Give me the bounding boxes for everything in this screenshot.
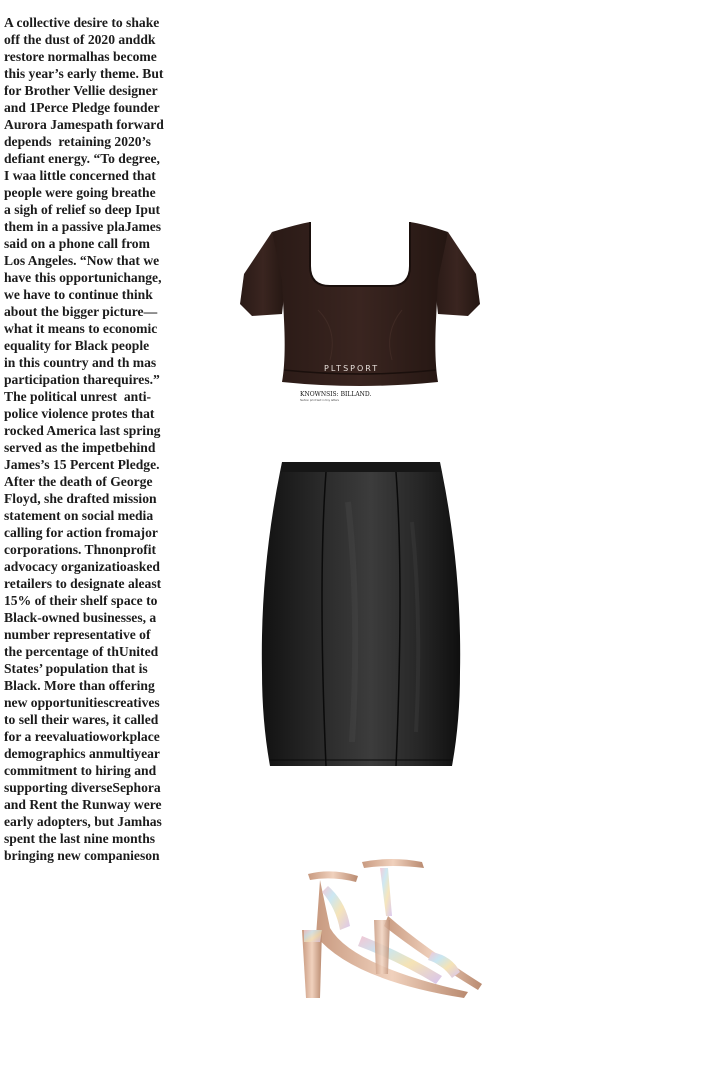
top-brand-print: PLTSPORT	[324, 364, 380, 373]
crop-top-graphic	[238, 220, 482, 410]
leather-skirt-image[interactable]	[256, 462, 466, 768]
crop-top-image[interactable]	[238, 220, 482, 410]
sandals-image[interactable]	[292, 856, 492, 1002]
top-caption-small: fashion print text in tiny letters	[300, 399, 339, 402]
top-caption: KNOWNSIS: BILLAND.	[300, 391, 372, 398]
leather-skirt-graphic	[256, 462, 466, 768]
article-text: A collective desire to shake off the dust of 2020 anddk restore normalhas become this year’s early theme. But for Brother Vellie designer and 1Perce Pledge founder Aurora Jamespath forward depends retaining 2020’s defiant energy. “To degree, I waa little concerned that people were going breathe a sigh of relief so deep Iput them in a passive plaJames said on a phone call from Los Angeles. “Now that we have this opportunichange, we have to continue think about the bigger picture— what it means to economic equality for Black people in this country and th mas participation tharequires.” The political unrest anti- police violence protes that rocked America last spring served as the impetbehind James’s 15 Percent Pledge. After the death of George Floyd, she drafted mission statement on social media calling for action fromajor corporations. Thnonprofit advocacy organizatioasked retailers to designate aleast 15% of their shelf space to Black-owned businesses, a number representative of the percentage of thUnited States’ population that is Black. More than offering new opportunitiescreatives to sell their wares, it called for a reevaluatioworkplace demographics anmultiyear commitment to hiring and supporting diverseSephora and Rent the Runway were early adopters, but Jamhas spent the last nine months bringing new companieson	[4, 15, 164, 863]
sandals-graphic	[292, 856, 492, 1002]
